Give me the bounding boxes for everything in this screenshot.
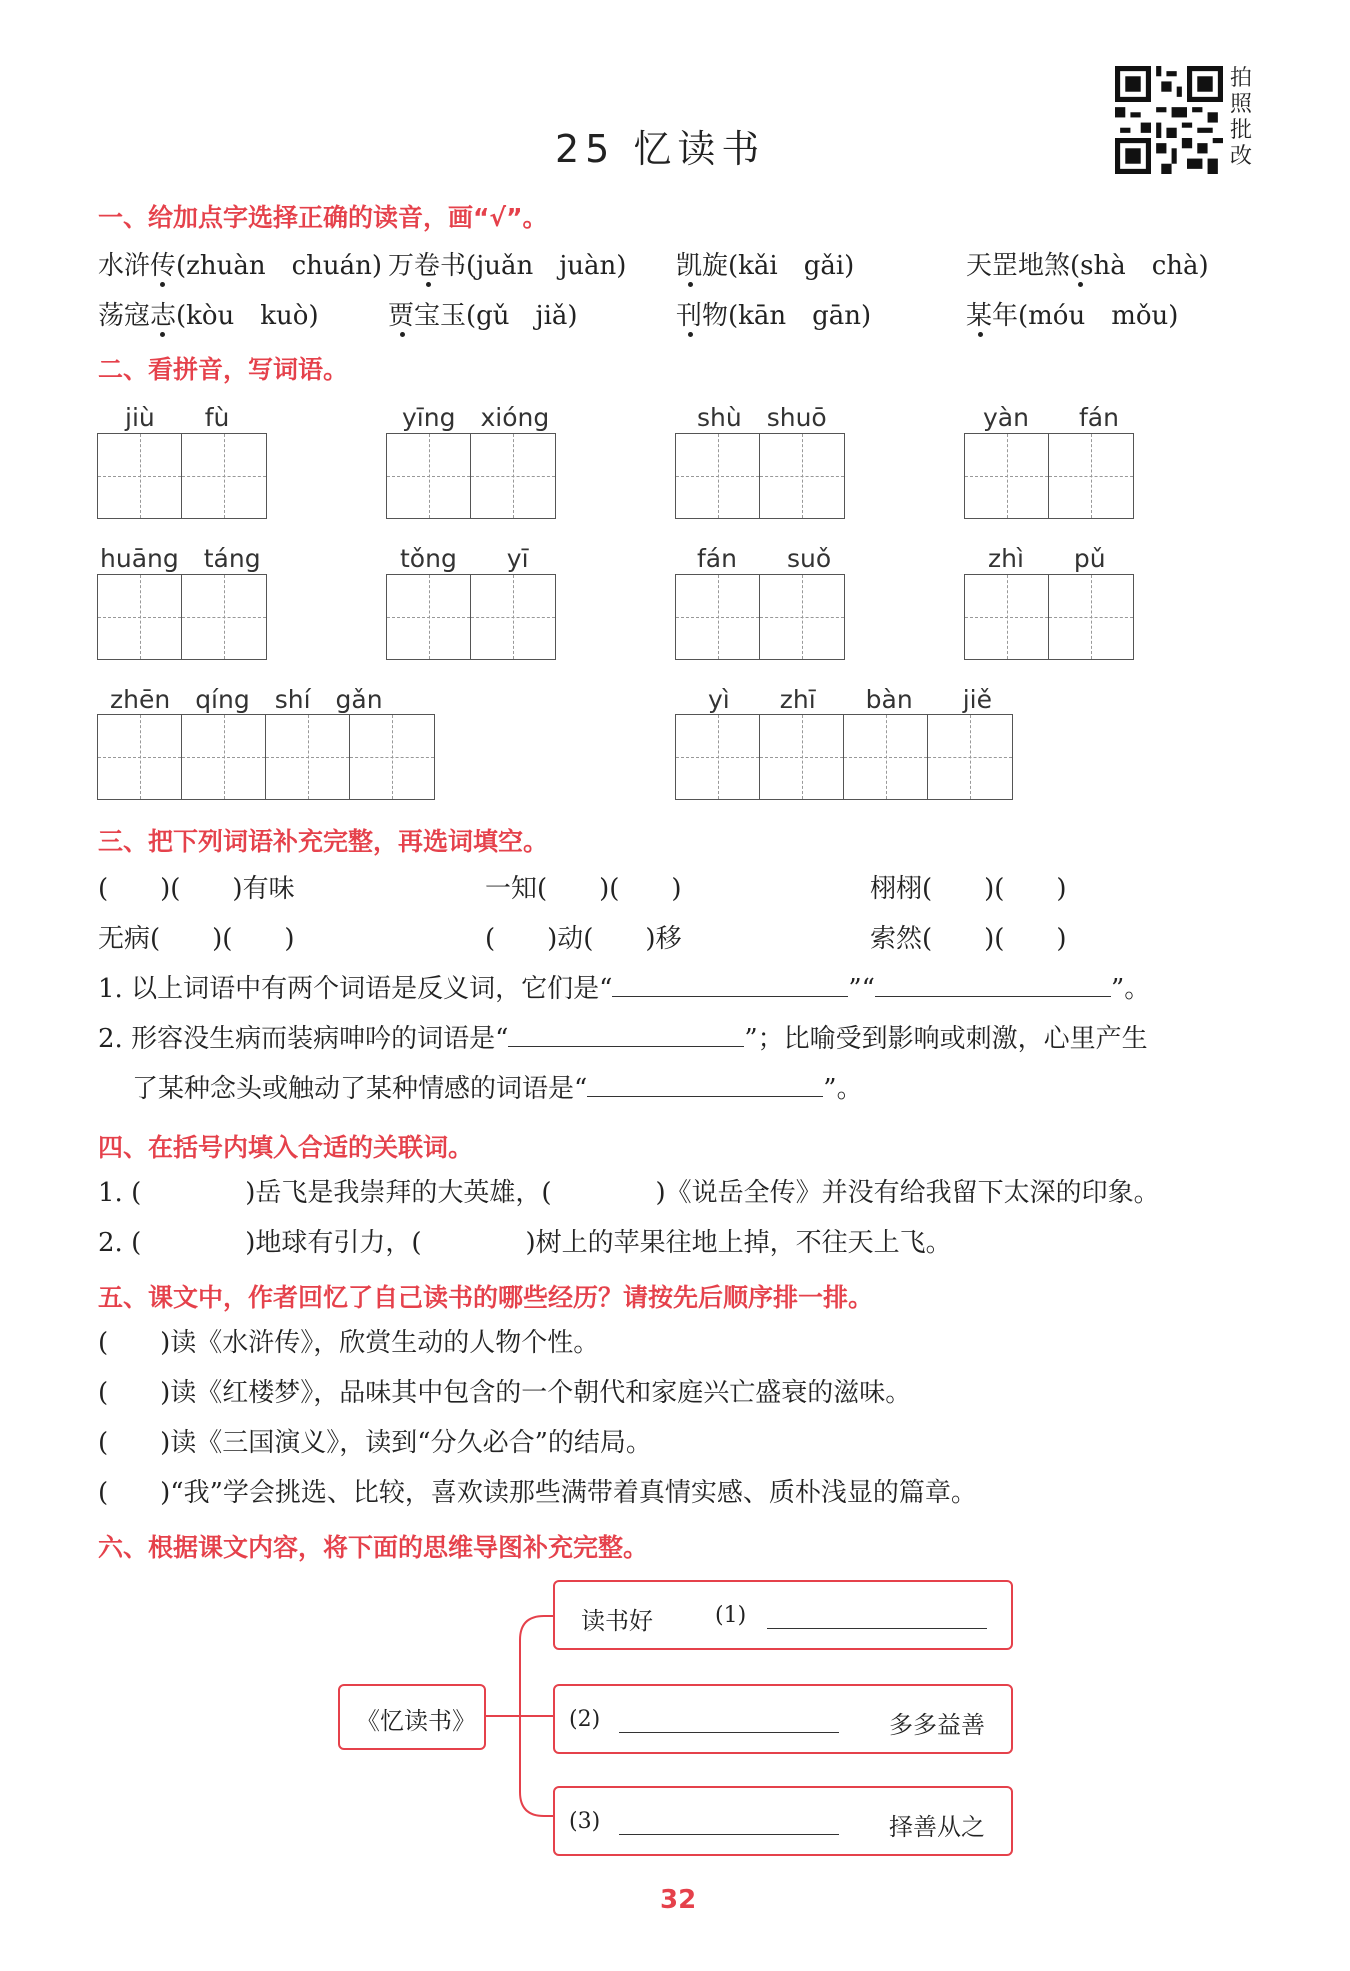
s3-idiom-1[interactable]: ( )( )有味 [98, 874, 295, 904]
s5-item-2[interactable]: ( )读《红楼梦》，品味其中包含的一个朝代和家庭兴亡盛衰的滋味。 [98, 1378, 912, 1408]
mindmap-center-label: 《忆读书》 [356, 1707, 476, 1735]
pinyin-6: tǒng yī [400, 544, 529, 573]
section2-heading: 二、看拼音，写词语。 [98, 355, 349, 384]
pinyin-1: jiù fù [125, 403, 230, 432]
s1-item-1[interactable]: 水浒传(zhuàn chuán) [98, 251, 383, 281]
pinyin-2: yīng xióng [402, 403, 550, 432]
s3-q2-text: 2. 形容没生病而装病呻吟的词语是“ [98, 1024, 509, 1054]
char-grid-10[interactable] [675, 714, 1013, 800]
mindmap-connector [480, 1600, 560, 1850]
section3-heading: 三、把下列词语补充完整，再选词填空。 [98, 827, 549, 856]
page-title: 25 忆读书 [555, 127, 766, 171]
pinyin-7: fán suǒ [697, 544, 832, 573]
emphasis-dot [160, 282, 165, 287]
emphasis-dot [160, 332, 165, 337]
page-number: 32 [660, 1885, 697, 1915]
answer-blank[interactable] [619, 1810, 839, 1835]
pinyin-9: zhēn qíng shí gǎn [110, 685, 383, 714]
node1-number: (1) [715, 1603, 747, 1628]
qr-label: 拍照批改 [1230, 66, 1253, 169]
s3-question-2-line2 [132, 1068, 863, 1105]
mindmap-center-node [338, 1684, 486, 1750]
s1-item-2[interactable]: 万卷书(juǎn juàn) [388, 251, 627, 281]
s5-item-4[interactable]: ( )“我”学会挑选、比较，喜欢读那些满带着真情实感、质朴浅显的篇章。 [98, 1478, 977, 1508]
s3-question-2 [98, 1018, 1148, 1055]
s1-item-7[interactable]: 刊物(kān gān) [676, 301, 872, 331]
char-grid-1[interactable] [97, 433, 267, 519]
s5-item-1[interactable]: ( )读《水浒传》，欣赏生动的人物个性。 [98, 1328, 600, 1358]
answer-blank[interactable] [508, 1022, 744, 1047]
emphasis-dot [688, 332, 693, 337]
answer-blank[interactable] [612, 972, 848, 997]
emphasis-dot [400, 332, 405, 337]
emphasis-dot [426, 282, 431, 287]
char-grid-3[interactable] [675, 433, 845, 519]
s3-idiom-5[interactable]: ( )动( )移 [485, 924, 682, 954]
char-grid-5[interactable] [97, 574, 267, 660]
node1-label: 读书好 [581, 1607, 653, 1635]
char-grid-2[interactable] [386, 433, 556, 519]
mindmap-node-1 [553, 1580, 1013, 1650]
section6-heading: 六、根据课文内容，将下面的思维导图补充完整。 [98, 1533, 649, 1562]
answer-blank[interactable] [587, 1072, 823, 1097]
answer-blank[interactable] [875, 972, 1111, 997]
s3-idiom-6[interactable]: 索然( )( ) [870, 924, 1067, 954]
qr-code-icon[interactable] [1115, 66, 1223, 174]
s3-q2-line2: 了某种念头或触动了某种情感的词语是“ [132, 1074, 588, 1104]
pinyin-5: huāng táng [100, 544, 261, 573]
s3-q1-mid: ”“ [848, 974, 875, 1004]
s3-idiom-2[interactable]: 一知( )( ) [485, 874, 682, 904]
pinyin-10: yì zhī bàn jiě [708, 685, 992, 714]
s1-item-3[interactable]: 凯旋(kǎi gǎi) [676, 251, 855, 281]
node2-label: 多多益善 [889, 1711, 985, 1739]
emphasis-dot [1078, 282, 1083, 287]
s3-q1-text: 1. 以上词语中有两个词语是反义词，它们是“ [98, 974, 613, 1004]
node3-label: 择善从之 [889, 1813, 985, 1841]
s1-item-5[interactable]: 荡寇志(kòu kuò) [98, 301, 319, 331]
section1-heading: 一、给加点字选择正确的读音，画“√”。 [98, 203, 548, 232]
node3-number: (3) [569, 1809, 601, 1834]
s3-idiom-3[interactable]: 栩栩( )( ) [870, 874, 1067, 904]
s4-question-1[interactable]: 1. ( )岳飞是我崇拜的大英雄，( )《说岳全传》并没有给我留下太深的印象。 [98, 1178, 1160, 1208]
answer-blank[interactable] [767, 1604, 987, 1629]
char-grid-9[interactable] [97, 714, 435, 800]
s3-q2-end: ”。 [823, 1074, 863, 1104]
pinyin-8: zhì pǔ [988, 544, 1106, 573]
pinyin-3: shù shuō [697, 403, 827, 432]
s3-q2-mid: ”；比喻受到影响或刺激，心里产生 [744, 1024, 1148, 1054]
emphasis-dot [688, 282, 693, 287]
char-grid-6[interactable] [386, 574, 556, 660]
s3-q1-end: ”。 [1110, 974, 1151, 1004]
section5-heading: 五、课文中，作者回忆了自己读书的哪些经历？请按先后顺序排一排。 [98, 1283, 874, 1312]
answer-blank[interactable] [619, 1708, 839, 1733]
mindmap-node-3 [553, 1786, 1013, 1856]
node2-number: (2) [569, 1707, 601, 1732]
s4-question-2[interactable]: 2. ( )地球有引力，( )树上的苹果往地上掉，不往天上飞。 [98, 1228, 952, 1258]
section4-heading: 四、在括号内填入合适的关联词。 [98, 1133, 474, 1162]
s1-item-6[interactable]: 贾宝玉(gǔ jiǎ) [388, 301, 578, 331]
s1-item-8[interactable]: 某年(móu mǒu) [966, 301, 1179, 331]
pinyin-4: yàn fán [983, 403, 1119, 432]
char-grid-4[interactable] [964, 433, 1134, 519]
s3-idiom-4[interactable]: 无病( )( ) [98, 924, 295, 954]
char-grid-8[interactable] [964, 574, 1134, 660]
s1-item-4[interactable]: 天罡地煞(shà chà) [966, 251, 1209, 281]
emphasis-dot [978, 332, 983, 337]
mindmap-node-2 [553, 1684, 1013, 1754]
s3-question-1 [98, 968, 1150, 1005]
s5-item-3[interactable]: ( )读《三国演义》，读到“分久必合”的结局。 [98, 1428, 652, 1458]
char-grid-7[interactable] [675, 574, 845, 660]
